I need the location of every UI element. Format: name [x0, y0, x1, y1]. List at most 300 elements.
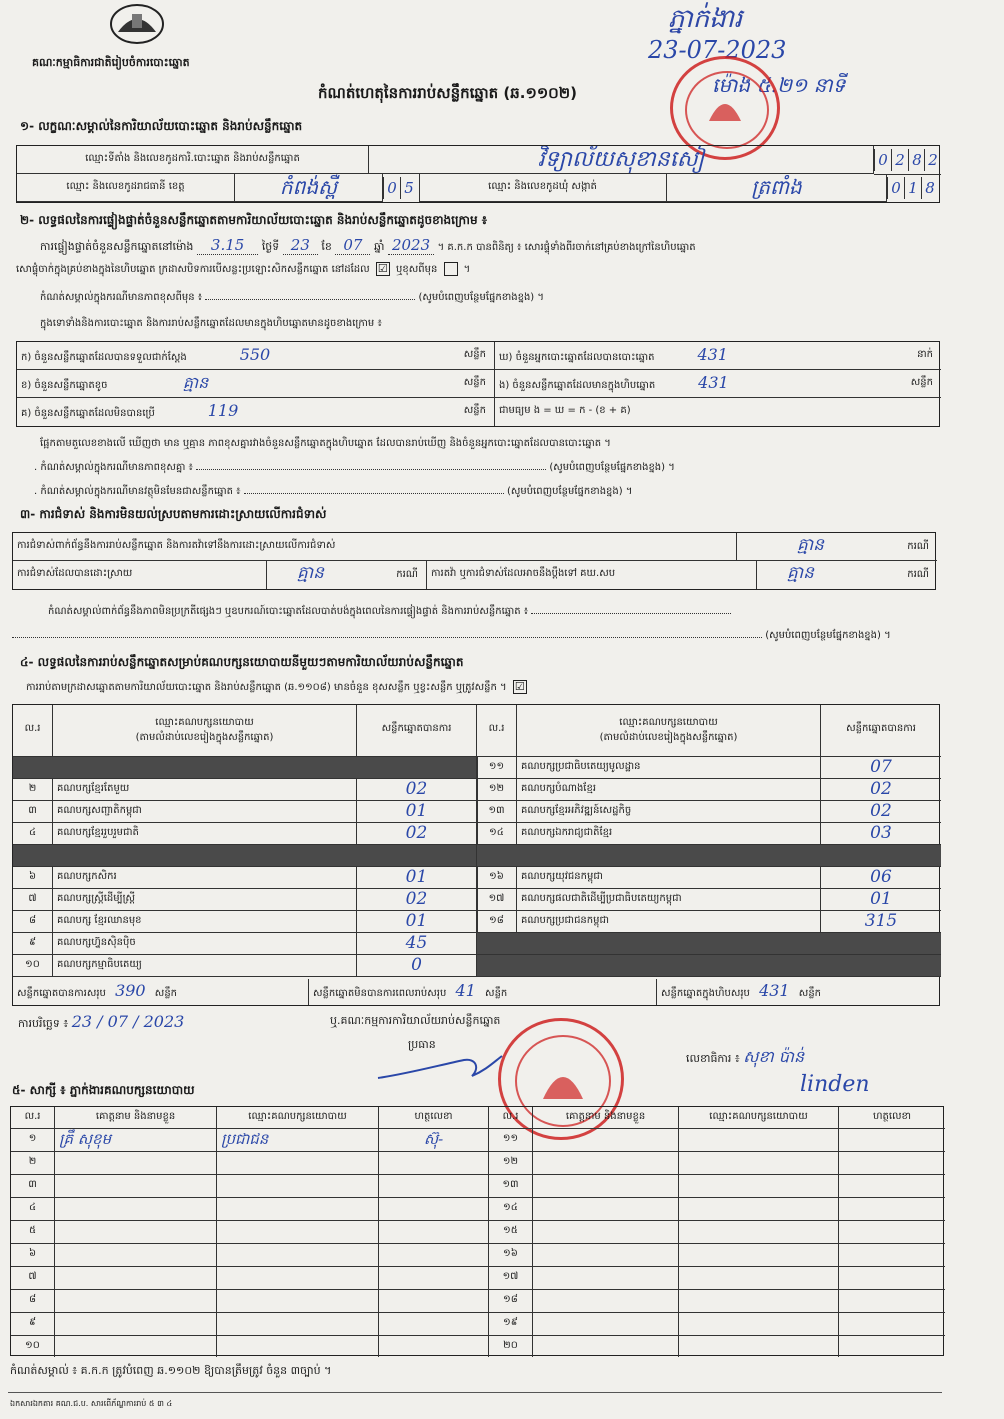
party-no: ១៣: [477, 801, 517, 823]
col-party-left: [53, 705, 357, 757]
witness-party[interactable]: [217, 1152, 379, 1175]
right-party-rows: [477, 757, 941, 977]
witness-signature[interactable]: [379, 1175, 489, 1198]
total-valid-value: 390: [115, 981, 146, 1000]
witness-signature-right[interactable]: [839, 1313, 945, 1336]
party-name: គណបក្សកម្មាធិបតេយ្យ: [53, 955, 357, 977]
witness-signature-right[interactable]: [839, 1152, 945, 1175]
witness-party[interactable]: [217, 1336, 379, 1357]
party-votes: 01: [821, 889, 941, 911]
party-no: ១១: [477, 757, 517, 779]
verification-month: 07: [335, 236, 370, 255]
irregularity-note-line2: [12, 628, 891, 643]
different-text: ឬខុសពីមុន: [396, 264, 438, 275]
party-row-right: [477, 757, 941, 779]
location-code: [874, 146, 941, 175]
row-d-unit: នាក់: [917, 349, 933, 360]
discrepancy-note-label: . កំណត់សម្គាល់ក្នុងករណីមានភាពខុសគ្នា ៖: [34, 462, 193, 473]
party-no: ៩: [13, 933, 53, 955]
party-row-left: [13, 889, 477, 911]
witness-party-right[interactable]: [679, 1267, 839, 1290]
witness-no-right: ១៧: [489, 1267, 533, 1290]
footer-divider: [8, 1392, 942, 1393]
party-row-right: [477, 779, 941, 801]
party-row-right: [477, 801, 941, 823]
witness-name-right[interactable]: [533, 1221, 679, 1244]
party-votes: 02: [821, 779, 941, 801]
objection-row2-unit: ករណី: [396, 569, 418, 580]
foreign-object-note: [34, 484, 632, 499]
witness-party[interactable]: [217, 1175, 379, 1198]
witness-row: [11, 1244, 945, 1267]
results-table: [12, 704, 940, 1006]
commune-code-digit: 0: [887, 177, 904, 199]
seal-line: សោផ្ទុំចាក់ក្នុងគ្រប់ខាងក្នុងនៃហិបឆ្នោត ក្រដាសបិទការបើសន្លះប្រឡោះសិកសន្លឹកឆ្នោត នៅដដែល ☑ ឬខុសពីមុន ។: [16, 262, 471, 275]
row-a: [17, 342, 495, 370]
correct-checkbox[interactable]: ☑: [513, 680, 527, 694]
witness-signature[interactable]: [379, 1198, 489, 1221]
objection-row2-label: ការជំទាស់ដែលបានដោះស្រាយ: [13, 561, 267, 589]
witness-signature-right[interactable]: [839, 1221, 945, 1244]
party-votes: 06: [821, 867, 941, 889]
witness-table: [10, 1106, 944, 1356]
col-party-right-title: ឈ្មោះគណបក្សនយោបាយ: [619, 717, 718, 728]
party-no: ៨: [13, 911, 53, 933]
footer-note: កំណត់សម្គាល់ ៖ គ.ក.ក ត្រូវបំពេញ ឆ.១១០២ ឱ្យបានត្រឹមត្រូវ ចំនួន ៣ច្បាប់ ។: [10, 1364, 332, 1377]
secretary-label: លេខាធិការ ៖: [686, 1052, 740, 1065]
total-invalid: [309, 979, 657, 1005]
verification-day: 23: [283, 236, 318, 255]
witness-row: [11, 1129, 945, 1152]
handwritten-note: ភ្នាក់ងារ: [668, 4, 743, 34]
witness-signature-right[interactable]: [839, 1198, 945, 1221]
section2-heading: ២- លទ្ធផលនៃការផ្ទៀងផ្ទាត់ចំនួនសន្លឹកឆ្នោតតាមការិយាល័យបោះឆ្នោត និងរាប់សន្លឹកឆ្នោតដូចខាងក្រោម ៖: [20, 213, 488, 227]
location-code-digit: 2: [924, 149, 941, 171]
row-b-unit: សន្លឹក: [463, 377, 486, 388]
party-no: ១៦: [477, 867, 517, 889]
objection-table: [12, 532, 936, 590]
witness-signature-right[interactable]: [839, 1175, 945, 1198]
objection-row3-count: គ្មាន: [787, 563, 814, 583]
row-e-value: 431: [698, 373, 729, 392]
party-votes: 02: [357, 823, 477, 845]
objection-row1-unit: ករណី: [907, 541, 929, 552]
witness-name-right[interactable]: [533, 1198, 679, 1221]
left-party-rows: [13, 757, 478, 977]
district-label: ឈ្មោះ និងលេខកូដរាជធានី ខេត្ត: [17, 174, 235, 202]
party-name: គណបក្សឯករាជ្យជាតិខ្មែរ: [517, 823, 821, 845]
date-label: ការបរិច្ឆេទ ៖: [18, 1017, 69, 1030]
w-col-name-left: គោត្តនាម និងនាមខ្លួន: [55, 1107, 217, 1129]
witness-signature[interactable]: [379, 1313, 489, 1336]
col-party-left-sub: (តាមលំដាប់លេខរៀងក្នុងសន្លឹកឆ្នោត): [135, 732, 274, 743]
witness-row: [11, 1267, 945, 1290]
witness-row: [11, 1221, 945, 1244]
witness-party[interactable]: [217, 1267, 379, 1290]
witness-no-right: ១៨: [489, 1290, 533, 1313]
section3-heading: ៣- ការជំទាស់ និងការមិនយល់ស្របតាមការដោះស្រាយលើការជំទាស់: [20, 507, 327, 521]
district-value: កំពង់ស្ពឺ: [235, 174, 383, 202]
row-e-label: ង) ចំនួនសន្លឹកឆ្នោតដែលមានក្នុងហិបឆ្នោត: [499, 380, 656, 391]
row-a-unit: សន្លឹក: [463, 349, 486, 360]
witness-name[interactable]: [55, 1313, 217, 1336]
witness-party[interactable]: ប្រជាជន: [217, 1129, 379, 1152]
page-title: កំណត់ហេតុនៃការរាប់សន្លឹកឆ្នោត (ឆ.១១០២): [318, 84, 578, 102]
difference-note-label: កំណត់សម្គាល់ក្នុងករណីមានភាពខុសពីមុន ៖: [40, 292, 203, 303]
district-code-digit: 0: [383, 177, 400, 199]
witness-no-left: ៩: [11, 1313, 55, 1336]
location-code-digit: 8: [908, 149, 925, 171]
objection-row2-value: [267, 561, 427, 589]
verification-text-e: ។ គ.ក.ក បានពិនិត្យ ៖ សោរផ្ទុំទាំងពីរចាក់នៅគ្រប់ខាងក្រៅនៃហិបឆ្នោត: [437, 242, 696, 253]
witness-signature-right[interactable]: [839, 1244, 945, 1267]
witness-name[interactable]: [55, 1175, 217, 1198]
section5-heading: ៥- សាក្សី ៖ ភ្នាក់ងារគណបក្សនយោបាយ: [12, 1083, 195, 1097]
objection-row1-count: គ្មាន: [797, 535, 824, 555]
difference-note-tail: (សូមបំពេញបន្ថែមផ្នែកខាងខ្នង) ។: [418, 292, 544, 303]
objection-row3-value: [757, 561, 937, 589]
party-votes: 0: [357, 955, 477, 977]
w-col-party-left: ឈ្មោះគណបក្សនយោបាយ: [217, 1107, 379, 1129]
col-no-left: ល.រ: [13, 705, 53, 757]
date-value: 23 / 07 / 2023: [71, 1012, 185, 1031]
party-row-right: [477, 889, 941, 911]
total-box-label: សន្លឹកឆ្នោតក្នុងហិបសរុប: [661, 988, 750, 999]
party-row-right: [477, 955, 941, 977]
row-e-unit: សន្លឹក: [910, 377, 933, 388]
witness-signature[interactable]: [379, 1244, 489, 1267]
witness-no-left: ៧: [11, 1267, 55, 1290]
witness-row: [11, 1152, 945, 1175]
section4-sub-text: ការរាប់តាមក្រដាសឆ្នោតតាមការិយាល័យបោះឆ្នោត និងរាប់សន្លឹកឆ្នោត (ឆ.១១០៨) មានចំនួន ខុសសន្លឹក ឬខ្វះសន្លឹក ឬត្រូវសន្លឹក ។: [26, 682, 507, 693]
location-code-digit: 0: [874, 149, 891, 171]
committee-label: ឬ.គណៈកម្មការការិយាល័យរាប់សន្លឹកឆ្នោត: [330, 1014, 501, 1027]
party-votes: 02: [821, 801, 941, 823]
secretary-line: [686, 1046, 804, 1070]
witness-signature[interactable]: [379, 1267, 489, 1290]
witness-name[interactable]: [55, 1152, 217, 1175]
party-no: ៦: [13, 867, 53, 889]
witness-name[interactable]: [55, 1198, 217, 1221]
w-col-sign-right: ហត្ថលេខា: [839, 1107, 945, 1129]
foreign-object-note-field[interactable]: [244, 493, 504, 494]
party-name: គណបក្សបំណាងខ្មែរ: [517, 779, 821, 801]
party-votes: 315: [821, 911, 941, 933]
date-line: [18, 1012, 184, 1033]
col-party-left-title: ឈ្មោះគណបក្សនយោបាយ: [155, 717, 254, 728]
party-row-left: [13, 933, 477, 955]
count-intro: ក្នុងទោទាំងនិងការបោះឆ្នោត និងការរាប់សន្លឹកឆ្នោតដែលមានក្នុងហិបឆ្នោតមានដូចខាងក្រោម ៖: [40, 318, 382, 329]
irregularity-note: [48, 604, 731, 619]
total-box-value: 431: [759, 981, 790, 1000]
discrepancy-note-tail: (សូមបំពេញបន្ថែមផ្នែកខាងខ្នង) ។: [549, 462, 675, 473]
witness-name-right[interactable]: [533, 1336, 679, 1357]
witness-row: [11, 1290, 945, 1313]
witness-party-right[interactable]: [679, 1175, 839, 1198]
witness-name-right[interactable]: [533, 1129, 679, 1152]
commune-label: ឈ្មោះ និងលេខកូដឃុំ សង្កាត់: [419, 174, 667, 202]
irregularity-note-tail: (សូមបំពេញបន្ថែមផ្នែកខាងខ្នង) ។: [765, 630, 891, 641]
party-row-right-blank: [477, 933, 941, 955]
witness-party[interactable]: [217, 1198, 379, 1221]
witness-party[interactable]: [217, 1313, 379, 1336]
seal-text: សោផ្ទុំចាក់ក្នុងគ្រប់ខាងក្នុងនៃហិបឆ្នោត ក្រដាសបិទការបើសន្លះប្រឡោះសិកសន្លឹកឆ្នោត នៅដដែល: [16, 264, 370, 275]
party-row-left: [13, 779, 477, 801]
objection-row3-label: ការតវ៉ា ឬការជំទាស់ដែលអាចនឹងប្តឹងទៅ គឃ.សប: [427, 561, 757, 589]
witness-no-right: ១៣: [489, 1175, 533, 1198]
party-name: គណបក្សហ្វ៊ុនស៊ិនប៉ិច: [53, 933, 357, 955]
col-votes-left: សន្លឹកឆ្នោតបានការ: [357, 705, 477, 757]
irregularity-note-field-2[interactable]: [12, 637, 762, 638]
party-name: គណបក្ស ខ្មែរឈានមុខ: [53, 911, 357, 933]
party-name: គណបក្សខ្មែរអភិវឌ្ឍន៍សេដ្ឋកិច្ច: [517, 801, 821, 823]
secretary-signature: linden: [800, 1072, 870, 1097]
party-name: គណបក្សស្ត្រីដើម្បីស្ត្រី: [53, 889, 357, 911]
witness-signature[interactable]: [379, 1152, 489, 1175]
verification-line: [40, 236, 940, 256]
witness-party[interactable]: [217, 1221, 379, 1244]
row-c-label: គ) ចំនួនសន្លឹកឆ្នោតដែលមិនបានប្រើ: [21, 408, 155, 419]
witness-no-right: ១១: [489, 1129, 533, 1152]
party-no: ១៤: [477, 823, 517, 845]
total-invalid-label: សន្លឹកឆ្នោតមិនបានការពេលរាប់សរុប: [313, 988, 447, 999]
witness-signature-right[interactable]: [839, 1290, 945, 1313]
verification-time: 3.15: [197, 236, 258, 255]
col-no-right: ល.រ: [477, 705, 517, 757]
district-code-digit: 5: [400, 177, 417, 199]
witness-party-right[interactable]: [679, 1221, 839, 1244]
difference-line: ផ្អែកតាមតួលេខខាងលើ ឃើញថា មាន ឬគ្មាន ភាពខុសគ្នារវាងចំនួនសន្លឹកឆ្នោតក្នុងហិបឆ្នោត ដែលបានរាប់ឃើញ និងចំនួនអ្នកបោះឆ្នោតដែលបានបោះឆ្នោត ។: [40, 438, 611, 449]
party-row-left: [13, 845, 477, 867]
witness-no-left: ៥: [11, 1221, 55, 1244]
agency-logo: [108, 2, 166, 46]
commune-code-digit: 8: [921, 177, 938, 199]
president-label: ប្រធាន: [408, 1038, 436, 1051]
difference-note-field[interactable]: [205, 299, 415, 300]
witness-signature-right[interactable]: [839, 1336, 945, 1357]
party-no: ៤: [13, 823, 53, 845]
party-votes: 02: [357, 889, 477, 911]
party-no: ១៨: [477, 911, 517, 933]
row-b-label: ខ) ចំនួនសន្លឹកឆ្នោតខូច: [21, 380, 108, 391]
irregularity-note-field[interactable]: [531, 613, 731, 614]
witness-party-right[interactable]: [679, 1313, 839, 1336]
witness-no-left: ១: [11, 1129, 55, 1152]
party-no: ១០: [13, 955, 53, 977]
president-signature: [376, 1044, 506, 1090]
witness-no-right: ១៩: [489, 1313, 533, 1336]
witness-party-right[interactable]: [679, 1129, 839, 1152]
witness-name-right[interactable]: [533, 1267, 679, 1290]
verification-text-c: ខែ: [321, 240, 332, 253]
counts-table: [16, 341, 940, 427]
witness-party[interactable]: [217, 1244, 379, 1267]
row-d-label: ឃ) ចំនួនអ្នកបោះឆ្នោតដែលបានបោះឆ្នោត: [499, 352, 655, 363]
party-no: ២: [13, 779, 53, 801]
row-c-unit: សន្លឹក: [463, 405, 486, 416]
party-votes: 02: [357, 779, 477, 801]
witness-name-right[interactable]: [533, 1175, 679, 1198]
w-col-party-right: ឈ្មោះគណបក្សនយោបាយ: [679, 1107, 839, 1129]
witness-signature-right[interactable]: [839, 1129, 945, 1152]
witness-no-left: ១០: [11, 1336, 55, 1357]
handwritten-time: ម៉ោង ៥.២១ នាទី: [712, 73, 846, 97]
section1-table: [16, 145, 940, 203]
handwritten-date: 23-07-2023: [648, 36, 787, 64]
col-party-right: [517, 705, 821, 757]
party-row-left-blank: [13, 845, 477, 867]
party-row-right: [477, 823, 941, 845]
row-d: [495, 342, 941, 370]
row-c: [17, 398, 495, 426]
total-invalid-unit: សន្លឹក: [485, 988, 508, 999]
witness-name[interactable]: [55, 1267, 217, 1290]
witness-name-right[interactable]: [533, 1244, 679, 1267]
party-row-right: [477, 867, 941, 889]
objection-row2-count: គ្មាន: [297, 563, 324, 583]
party-name: គណបក្សកសិករ: [53, 867, 357, 889]
party-votes: 01: [357, 801, 477, 823]
party-name: គណបក្សយុវជនកម្ពុជា: [517, 867, 821, 889]
party-row-left-blank: [13, 757, 477, 779]
witness-party-right[interactable]: [679, 1152, 839, 1175]
party-name: គណបក្សខ្មែររួបរួមជាតិ: [53, 823, 357, 845]
witness-no-right: ១២: [489, 1152, 533, 1175]
witness-row: [11, 1313, 945, 1336]
witness-signature[interactable]: [379, 1221, 489, 1244]
witness-signature[interactable]: [379, 1290, 489, 1313]
w-col-no-right: ល.រ: [489, 1107, 533, 1129]
witness-row: [11, 1198, 945, 1221]
witness-name-right[interactable]: [533, 1152, 679, 1175]
party-row-left: [13, 955, 477, 977]
witness-name-right[interactable]: [533, 1313, 679, 1336]
witness-signature[interactable]: ស៊ុ-: [379, 1129, 489, 1152]
witness-signature-right[interactable]: [839, 1267, 945, 1290]
witness-no-left: ៦: [11, 1244, 55, 1267]
party-name: គណបក្សប្រជាធិបតេយ្យមូលដ្ឋាន: [517, 757, 821, 779]
location-label: ឈ្មោះទីតាំង និងលេខកូដការិ.បោះឆ្នោត និងរាប់សន្លឹកឆ្នោត: [17, 146, 369, 174]
section4-heading: ៤- លទ្ធផលនៃការរាប់សន្លឹកឆ្នោតសម្រាប់គណបក្សនយោបាយនីមួយៗតាមការិយាល័យរាប់សន្លឹកឆ្នោត: [20, 655, 464, 669]
witness-name[interactable]: [55, 1244, 217, 1267]
witness-no-right: ១៤: [489, 1198, 533, 1221]
witness-name[interactable]: [55, 1290, 217, 1313]
footer-bottom: ឯកសារឯកតារ គណ.ជ.ប. សារពើភ័ណ្ឌការរាប់ ៥ ៣ ៤: [10, 1399, 173, 1408]
total-valid: [13, 979, 309, 1005]
party-no: ៧: [13, 889, 53, 911]
objection-row1-value: [737, 533, 937, 561]
commune-code-digit: 1: [904, 177, 921, 199]
party-name: គណបក្សសញ្ជាតិកម្ពុជា: [53, 801, 357, 823]
party-name: គណបក្សប្រជាជនកម្ពុជា: [517, 911, 821, 933]
total-box-unit: សន្លឹក: [798, 988, 822, 999]
party-row-right: [477, 933, 941, 955]
totals-row: [13, 979, 941, 1005]
secretary-name: សុខា ប៉ាន់: [743, 1047, 805, 1066]
party-votes: 01: [357, 867, 477, 889]
witness-signature[interactable]: [379, 1336, 489, 1357]
witness-party-right[interactable]: [679, 1336, 839, 1357]
witness-no-right: ២០: [489, 1336, 533, 1357]
objection-row1-label: ការជំទាស់ពាក់ព័ន្ធនឹងការរាប់សន្លឹកឆ្នោត និងការតវ៉ាទៅនឹងការដោះស្រាយលើការជំទាស់: [13, 533, 737, 561]
party-votes: 07: [821, 757, 941, 779]
discrepancy-note: [34, 460, 675, 475]
w-col-no-left: ល.រ: [11, 1107, 55, 1129]
verification-year: 2023: [388, 236, 434, 255]
party-row-right-blank: [477, 845, 941, 867]
witness-no-left: ២: [11, 1152, 55, 1175]
party-row-left: [13, 867, 477, 889]
party-name: គណបក្សខ្មែរតែមួយ: [53, 779, 357, 801]
party-row-right-blank: [477, 955, 941, 977]
witness-party[interactable]: [217, 1290, 379, 1313]
irregularity-note-label: កំណត់សម្គាល់ពាក់ព័ន្ធនឹងភាពមិនប្រក្រតីផ្សេងៗ ឬឧបករណ៍បោះឆ្នោតដែលបាត់បង់ក្នុងពេលនៃការផ្ទៀងផ្ទាត់ និងការរាប់សន្លឹកឆ្នោត ៖: [48, 606, 529, 617]
witness-rows: [11, 1129, 945, 1357]
commune-code: [887, 174, 941, 202]
foreign-object-note-label: . កំណត់សម្គាល់ក្នុងករណីមានវត្ថុមិនមែនជាសន្លឹកឆ្នោត ៖: [34, 486, 241, 497]
row-e: [495, 370, 941, 398]
district-code: [383, 174, 420, 202]
witness-party-right[interactable]: [679, 1290, 839, 1313]
party-votes: 01: [357, 911, 477, 933]
party-row-left: [13, 801, 477, 823]
foreign-object-note-tail: (សូមបំពេញបន្ថែមផ្នែកខាងខ្នង) ។: [506, 486, 633, 497]
total-box: [657, 979, 941, 1005]
witness-name[interactable]: គ្រឹ សុខុម: [55, 1129, 217, 1152]
party-votes: 45: [357, 933, 477, 955]
witness-name[interactable]: [55, 1336, 217, 1357]
location-code-digit: 2: [891, 149, 908, 171]
total-valid-unit: សន្លឹក: [154, 988, 178, 999]
difference-note-line: [40, 290, 544, 305]
objection-row3-unit: ករណី: [907, 569, 929, 580]
row-c-value: 119: [207, 401, 239, 420]
party-no: ១៧: [477, 889, 517, 911]
witness-party-right[interactable]: [679, 1198, 839, 1221]
w-col-sign-left: ហត្ថលេខា: [379, 1107, 489, 1129]
formula: ជាមធ្យម ង = ឃ = ក - (ខ + គ): [499, 405, 631, 416]
w-col-name-right: គោត្តនាម និងនាមខ្លួន: [533, 1107, 679, 1129]
col-votes-right: សន្លឹកឆ្នោតបានការ: [821, 705, 941, 757]
party-no: ៣: [13, 801, 53, 823]
row-a-value: 550: [239, 345, 271, 364]
different-checkbox[interactable]: [444, 262, 458, 276]
witness-no-right: ១៥: [489, 1221, 533, 1244]
party-row-right: [477, 911, 941, 933]
witness-no-left: ៤: [11, 1198, 55, 1221]
witness-name[interactable]: [55, 1221, 217, 1244]
witness-no-right: ១៦: [489, 1244, 533, 1267]
witness-row: [11, 1336, 945, 1357]
party-row-left: [13, 911, 477, 933]
total-valid-label: សន្លឹកឆ្នោតបានការសរុប: [17, 988, 106, 999]
witness-no-left: ៨: [11, 1290, 55, 1313]
witness-name-right[interactable]: [533, 1290, 679, 1313]
section1-heading: ១- លក្ខណៈសម្គាល់នៃការិយាល័យបោះឆ្នោត និងរាប់សន្លឹកឆ្នោត: [20, 119, 303, 133]
party-no: ១២: [477, 779, 517, 801]
witness-row: [11, 1175, 945, 1198]
row-a-label: ក) ចំនួនសន្លឹកឆ្នោតដែលបានទទួលជាក់ស្តែង: [21, 352, 187, 363]
witness-party-right[interactable]: [679, 1244, 839, 1267]
row-b-value: គ្មាន: [182, 373, 209, 392]
section4-sub: [26, 680, 530, 695]
party-name: គណបក្សផលជាតិដើម្បីប្រជាធិបតេយ្យកម្ពុជា: [517, 889, 821, 911]
discrepancy-note-field[interactable]: [196, 469, 546, 470]
verification-text-a: ការផ្ទៀងផ្ទាត់ចំនួនសន្លឹកឆ្នោតនៅម៉ោង: [40, 240, 194, 253]
same-checkbox[interactable]: ☑: [376, 262, 390, 276]
agency-name: គណៈកម្មាធិការជាតិរៀបចំការបោះឆ្នោត: [32, 56, 190, 69]
party-votes: 03: [821, 823, 941, 845]
